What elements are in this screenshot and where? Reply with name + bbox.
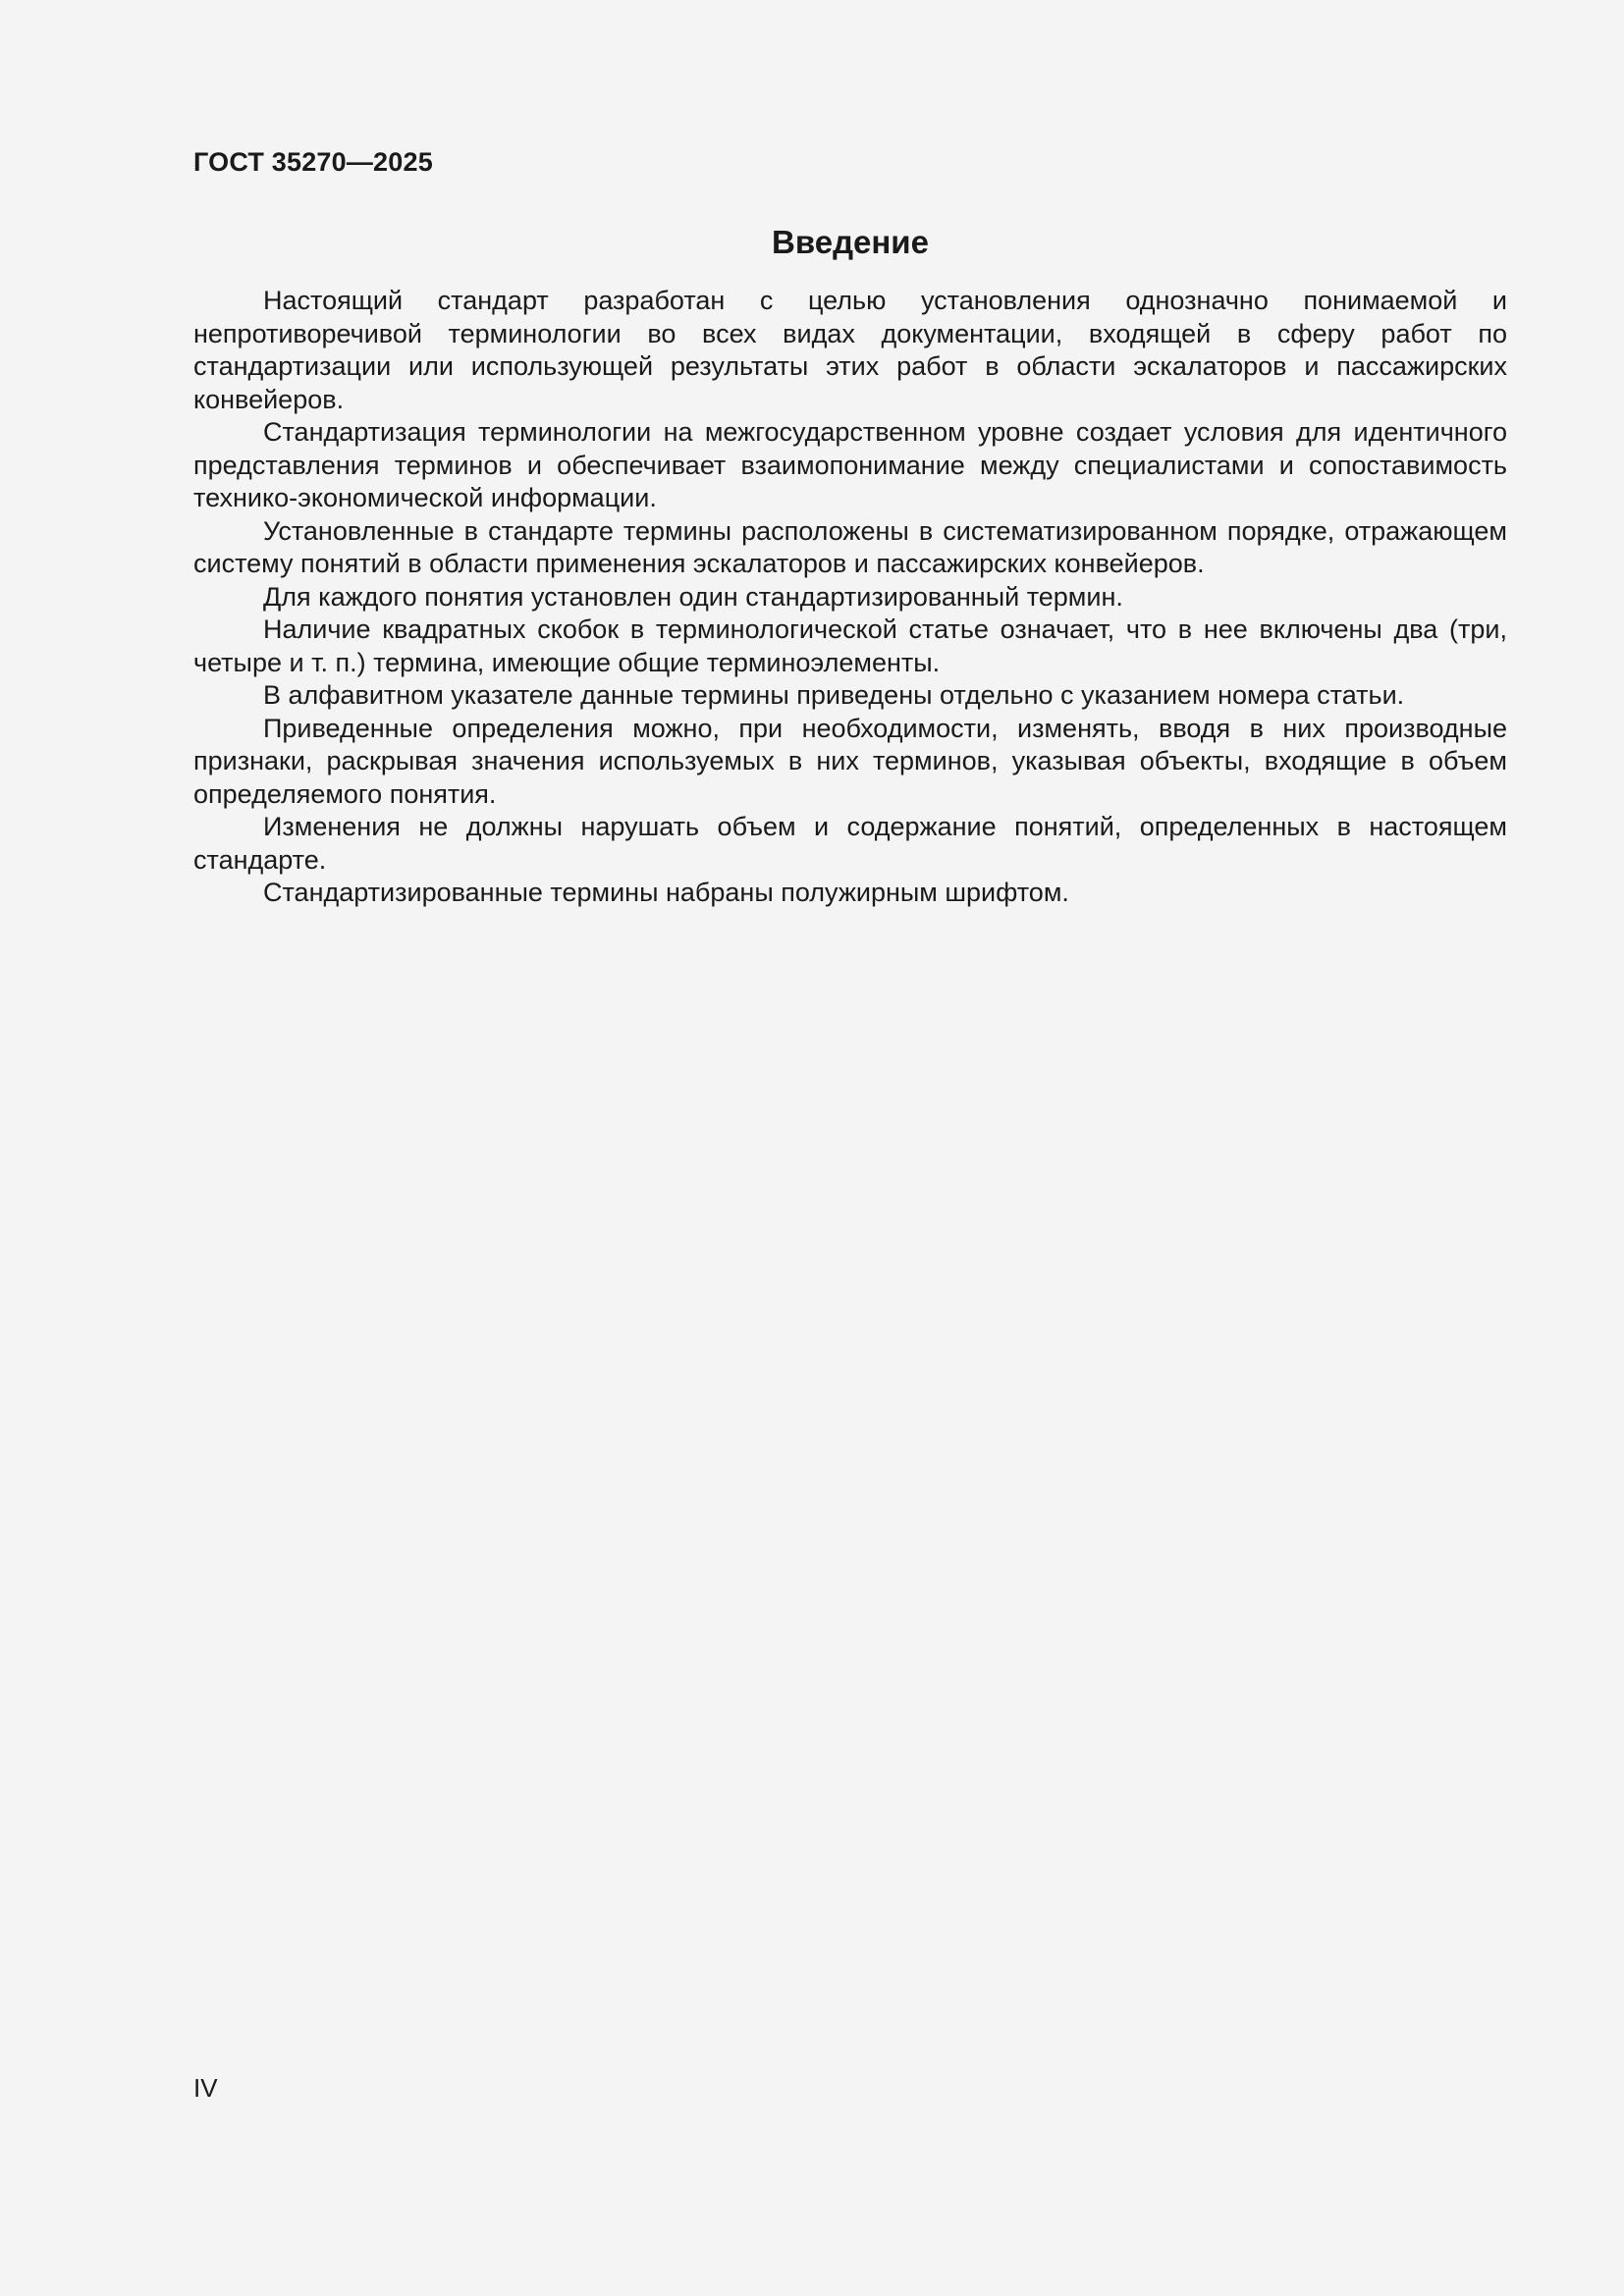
- paragraph: Для каждого понятия установлен один стандартизированный термин.: [263, 581, 1123, 612]
- paragraph: Изменения не должны нарушать объем и содержание понятий, определенных в настоящем стандарте.: [193, 812, 1507, 875]
- paragraph: Установленные в стандарте термины расположены в систематизированном порядке, отражающем систему понятий в области применения эскалаторов и пассажирских конвейеров.: [193, 515, 1507, 578]
- paragraph: Стандартизированные термины набраны полужирным шрифтом.: [263, 878, 1069, 907]
- introduction-body: [193, 285, 1507, 910]
- paragraph: Приведенные определения можно, при необходимости, изменять, вводя в них производные признаки, раскрывая значения используемых в них терминов, указывая объекты, входящие в объем определяемого понятия.: [193, 713, 1507, 809]
- page-number: IV: [193, 2073, 218, 2103]
- document-header: ГОСТ 35270—2025: [193, 147, 433, 177]
- paragraph: Наличие квадратных скобок в терминологической статье означает, что в нее включены два (три, четыре и т. п.) термина, имеющие общие терминоэлементы.: [193, 614, 1507, 677]
- paragraph: В алфавитном указателе данные термины приведены отдельно с указанием номера статьи.: [263, 680, 1405, 710]
- paragraph: Настоящий стандарт разработан с целью установления однозначно понимаемой и непротиворечивой терминологии во всех видах документации, входящей в сферу работ по стандартизации или использующей результаты этих работ в области эскалаторов и пассажирских конвейеров.: [193, 286, 1507, 414]
- section-title: Введение: [772, 224, 929, 260]
- paragraph: Стандартизация терминологии на межгосударственном уровне создает условия для идентичного представления терминов и обеспечивает взаимопонимание между специалистами и сопоставимость технико-экономической информации.: [193, 417, 1507, 512]
